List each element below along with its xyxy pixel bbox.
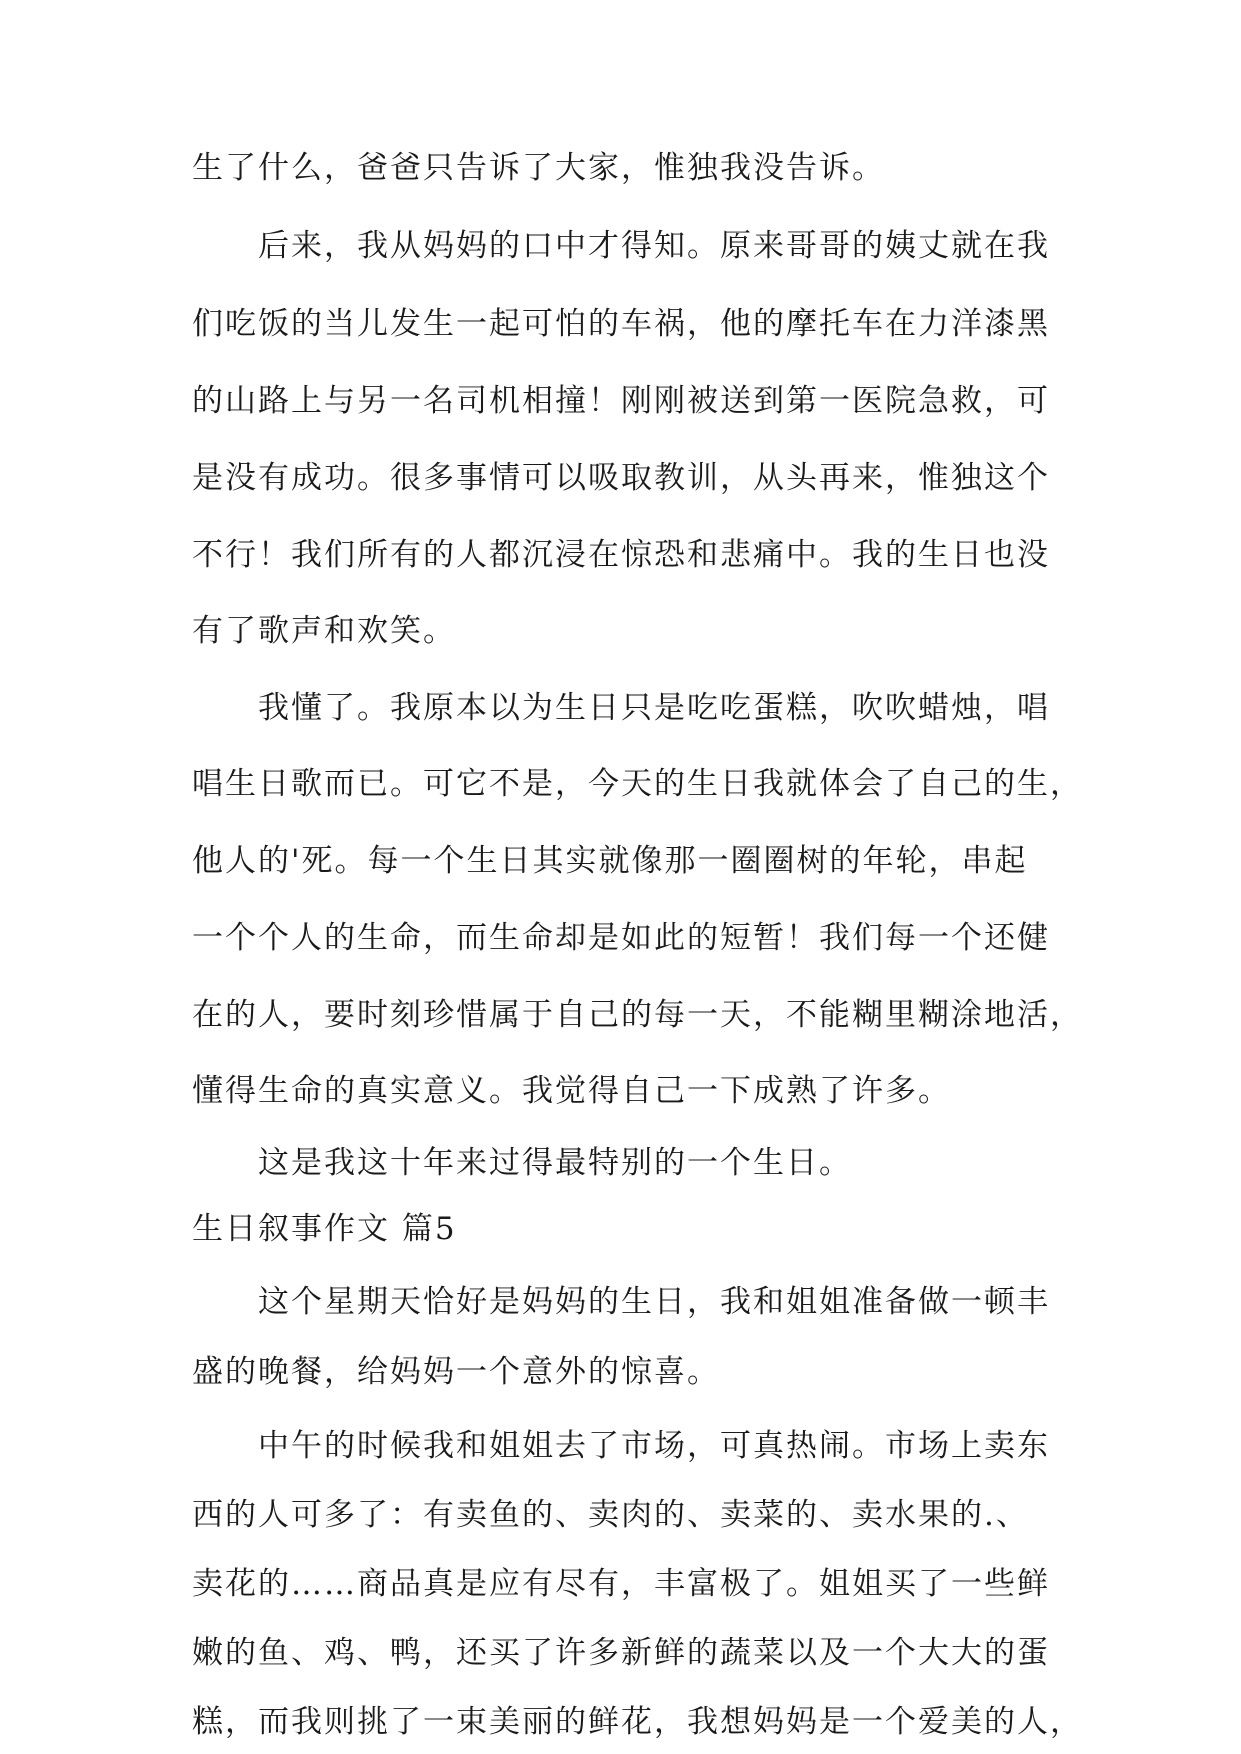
text-line: 在的人，要时刻珍惜属于自己的每一天，不能糊里糊涂地活， — [192, 997, 1083, 1033]
text-line: 嫩的鱼、鸡、鸭，还买了许多新鲜的蔬菜以及一个大大的蛋 — [192, 1635, 1050, 1671]
text-line: 的山路上与另一名司机相撞！刚刚被送到第一医院急救，可 — [192, 383, 1050, 419]
text-line: 不行！我们所有的人都沉浸在惊恐和悲痛中。我的生日也没 — [192, 537, 1050, 573]
paragraph-first-line: 后来，我从妈妈的口中才得知。原来哥哥的姨丈就在我 — [258, 228, 1050, 264]
paragraph-first-line: 这是我这十年来过得最特别的一个生日。 — [258, 1145, 852, 1181]
paragraph-first-line: 我懂了。我原本以为生日只是吃吃蛋糕，吹吹蜡烛，唱 — [258, 690, 1050, 726]
text-line: 唱生日歌而已。可它不是，今天的生日我就体会了自己的生， — [192, 766, 1083, 802]
paragraph-first-line: 中午的时候我和姐姐去了市场，可真热闹。市场上卖东 — [258, 1428, 1050, 1464]
text-line: 糕，而我则挑了一束美丽的鲜花，我想妈妈是一个爱美的人， — [192, 1704, 1083, 1740]
text-line: 们吃饭的当儿发生一起可怕的车祸，他的摩托车在力洋漆黑 — [192, 306, 1050, 342]
text-line: 有了歌声和欢笑。 — [192, 613, 456, 649]
text-line: 他人的'死。每一个生日其实就像那一圈圈树的年轮，串起 — [192, 843, 1028, 879]
section-heading: 生日叙事作文 篇5 — [192, 1211, 457, 1247]
paragraph-first-line: 这个星期天恰好是妈妈的生日，我和姐姐准备做一顿丰 — [258, 1284, 1050, 1320]
text-line: 生了什么，爸爸只告诉了大家，惟独我没告诉。 — [192, 150, 885, 186]
text-line: 盛的晚餐，给妈妈一个意外的惊喜。 — [192, 1354, 720, 1390]
text-line: 卖花的……商品真是应有尽有，丰富极了。姐姐买了一些鲜 — [192, 1566, 1050, 1602]
text-line: 是没有成功。很多事情可以吸取教训，从头再来，惟独这个 — [192, 460, 1050, 496]
text-line: 懂得生命的真实意义。我觉得自己一下成熟了许多。 — [192, 1073, 951, 1109]
text-line: 一个个人的生命，而生命却是如此的短暂！我们每一个还健 — [192, 920, 1050, 956]
text-line: 西的人可多了：有卖鱼的、卖肉的、卖菜的、卖水果的.、 — [192, 1497, 1029, 1533]
